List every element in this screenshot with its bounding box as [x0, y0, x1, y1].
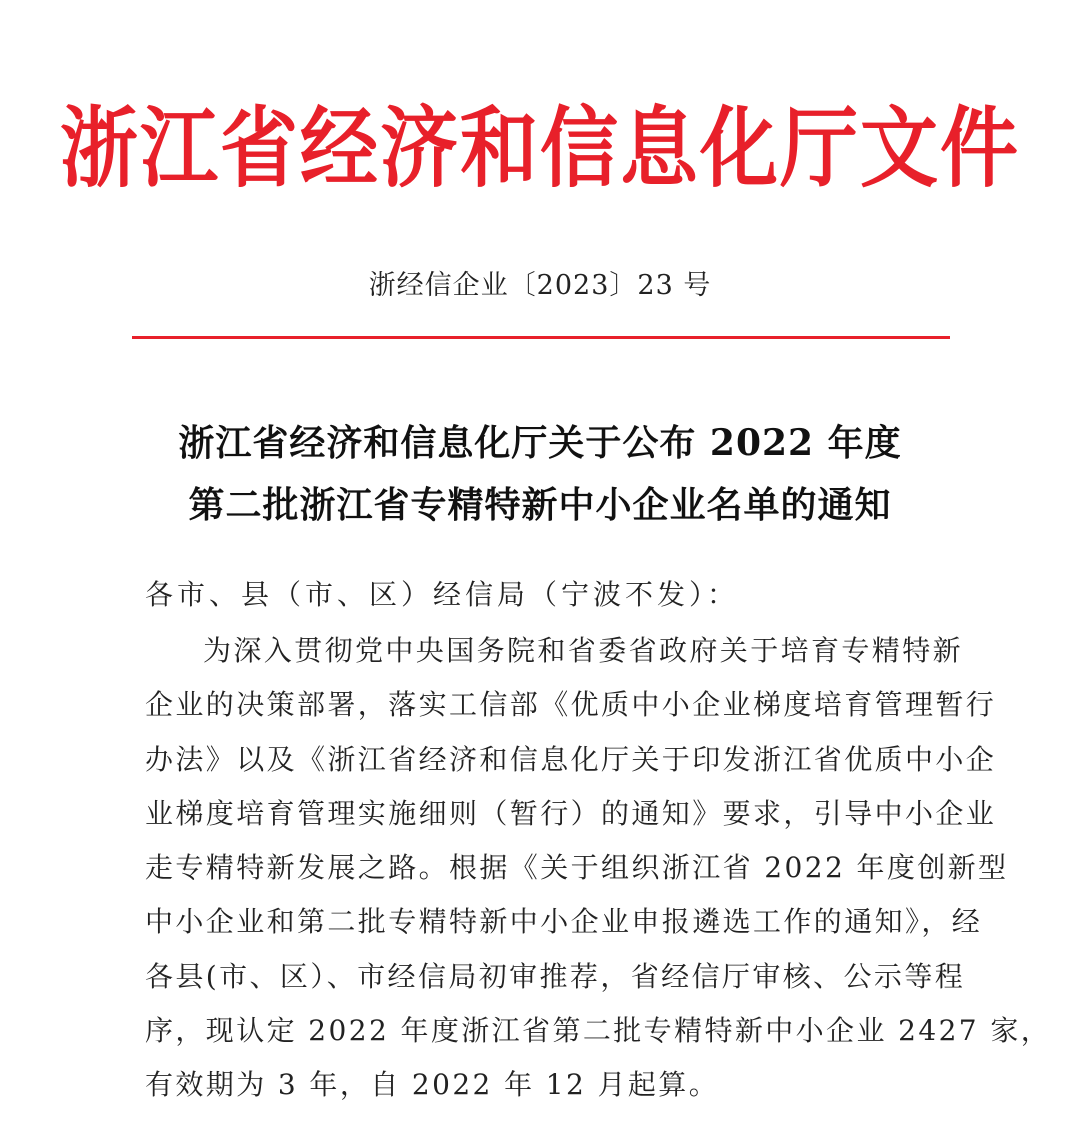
body-line: 序，现认定 2022 年度浙江省第二批专精特新中小企业 2427 家，: [145, 1014, 1052, 1048]
body-line: 走专精特新发展之路。根据《关于组织浙江省 2022 年度创新型: [145, 851, 1009, 885]
document-masthead: 浙江省经济和信息化厅文件: [59, 98, 1020, 200]
body-line: 企业的决策部署，落实工信部《优质中小企业梯度培育管理暂行: [145, 688, 997, 722]
salutation: 各市、县（市、区）经信局（宁波不发）：: [145, 578, 740, 611]
body-line: 为深入贯彻党中央国务院和省委省政府关于培育专精特新: [203, 634, 964, 667]
title-line: 第二批浙江省专精特新中小企业名单的通知: [188, 484, 892, 526]
document-number: 浙经信企业〔2023〕23 号: [368, 270, 712, 301]
body-line: 中小企业和第二批专精特新中小企业申报遴选工作的通知》，经: [145, 905, 983, 939]
body-line: 有效期为 3 年，自 2022 年 12 月起算。: [145, 1068, 720, 1102]
document-title: [0, 412, 1080, 536]
body-paragraph: [145, 626, 1052, 1115]
body-line: 业梯度培育管理实施细则（暂行）的通知》要求，引导中小企业: [145, 796, 997, 830]
body-line: 办法》以及《浙江省经济和信息化厅关于印发浙江省优质中小企: [145, 742, 997, 776]
title-line: 浙江省经济和信息化厅关于公布 2022 年度: [178, 422, 902, 464]
body-line: 各县(市、区）、市经信局初审推荐，省经信厅审核、公示等程: [145, 959, 966, 993]
red-divider-line: [132, 336, 950, 339]
